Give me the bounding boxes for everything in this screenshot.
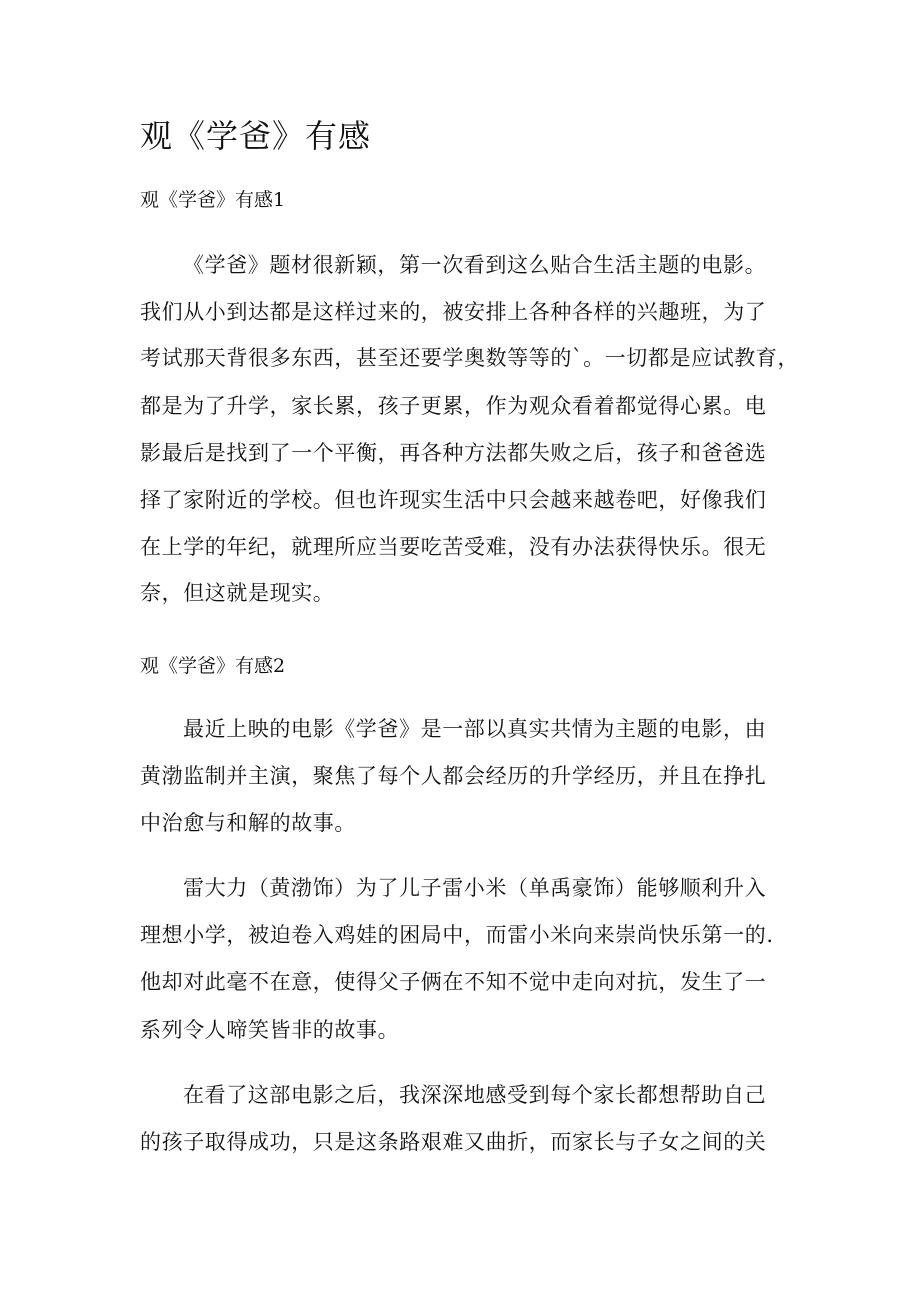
section-2-para-2-line-2: 理想小学，被迫卷入鸡娃的困局中，而雷小米向来崇尚快乐第一的. bbox=[140, 923, 774, 947]
section-2-para-3-line-2: 的孩子取得成功，只是这条路艰难又曲折，而家长与子女之间的关 bbox=[140, 1130, 767, 1154]
section-2-heading: 观《学爸》有感2 bbox=[140, 655, 286, 677]
section-2-para-3-line-1: 在看了这部电影之后，我深深地感受到每个家长都想帮助自己 bbox=[183, 1083, 767, 1107]
section-1-line-6: 择了家附近的学校。但也许现实生活中只会越来越卷吧，好像我们 bbox=[140, 488, 767, 512]
section-2-para-1-line-2: 黄渤监制并主演，聚焦了每个人都会经历的升学经历，并且在挣扎 bbox=[140, 764, 767, 788]
document-title: 观《学爸》有感 bbox=[140, 117, 372, 155]
section-1-line-5: 影最后是找到了一个平衡，再各种方法都失败之后，孩子和爸爸选 bbox=[140, 441, 767, 465]
section-1-line-1: 《学爸》题材很新颖，第一次看到这么贴合生活主题的电影。 bbox=[183, 253, 767, 277]
section-1-line-3: 考试那天背很多东西，甚至还要学奥数等等的`。一切都是应试教育， bbox=[140, 346, 800, 370]
section-2-para-2-line-3: 他却对此毫不在意，使得父子俩在不知不觉中走向对抗，发生了一 bbox=[140, 970, 767, 994]
section-2-para-1-line-1: 最近上映的电影《学爸》是一部以真实共情为主题的电影，由 bbox=[183, 717, 767, 741]
section-1-line-7: 在上学的年纪，就理所应当要吃苦受难，没有办法获得快乐。很无 bbox=[140, 535, 767, 559]
section-1-line-8: 奈，但这就是现实。 bbox=[140, 581, 335, 605]
section-1-heading: 观《学爸》有感1 bbox=[140, 189, 286, 211]
section-1-line-2: 我们从小到达都是这样过来的，被安排上各种各样的兴趣班，为了 bbox=[140, 300, 767, 324]
section-1-line-4: 都是为了升学，家长累，孩子更累，作为观众看着都觉得心累。电 bbox=[140, 394, 767, 418]
section-2-para-2-line-1: 雷大力（黄渤饰）为了儿子雷小米（单禹豪饰）能够顺利升入 bbox=[183, 876, 767, 900]
section-2-para-2-line-4: 系列令人啼笑皆非的故事。 bbox=[140, 1018, 400, 1042]
section-2-para-1-line-3: 中治愈与和解的故事。 bbox=[140, 811, 356, 835]
